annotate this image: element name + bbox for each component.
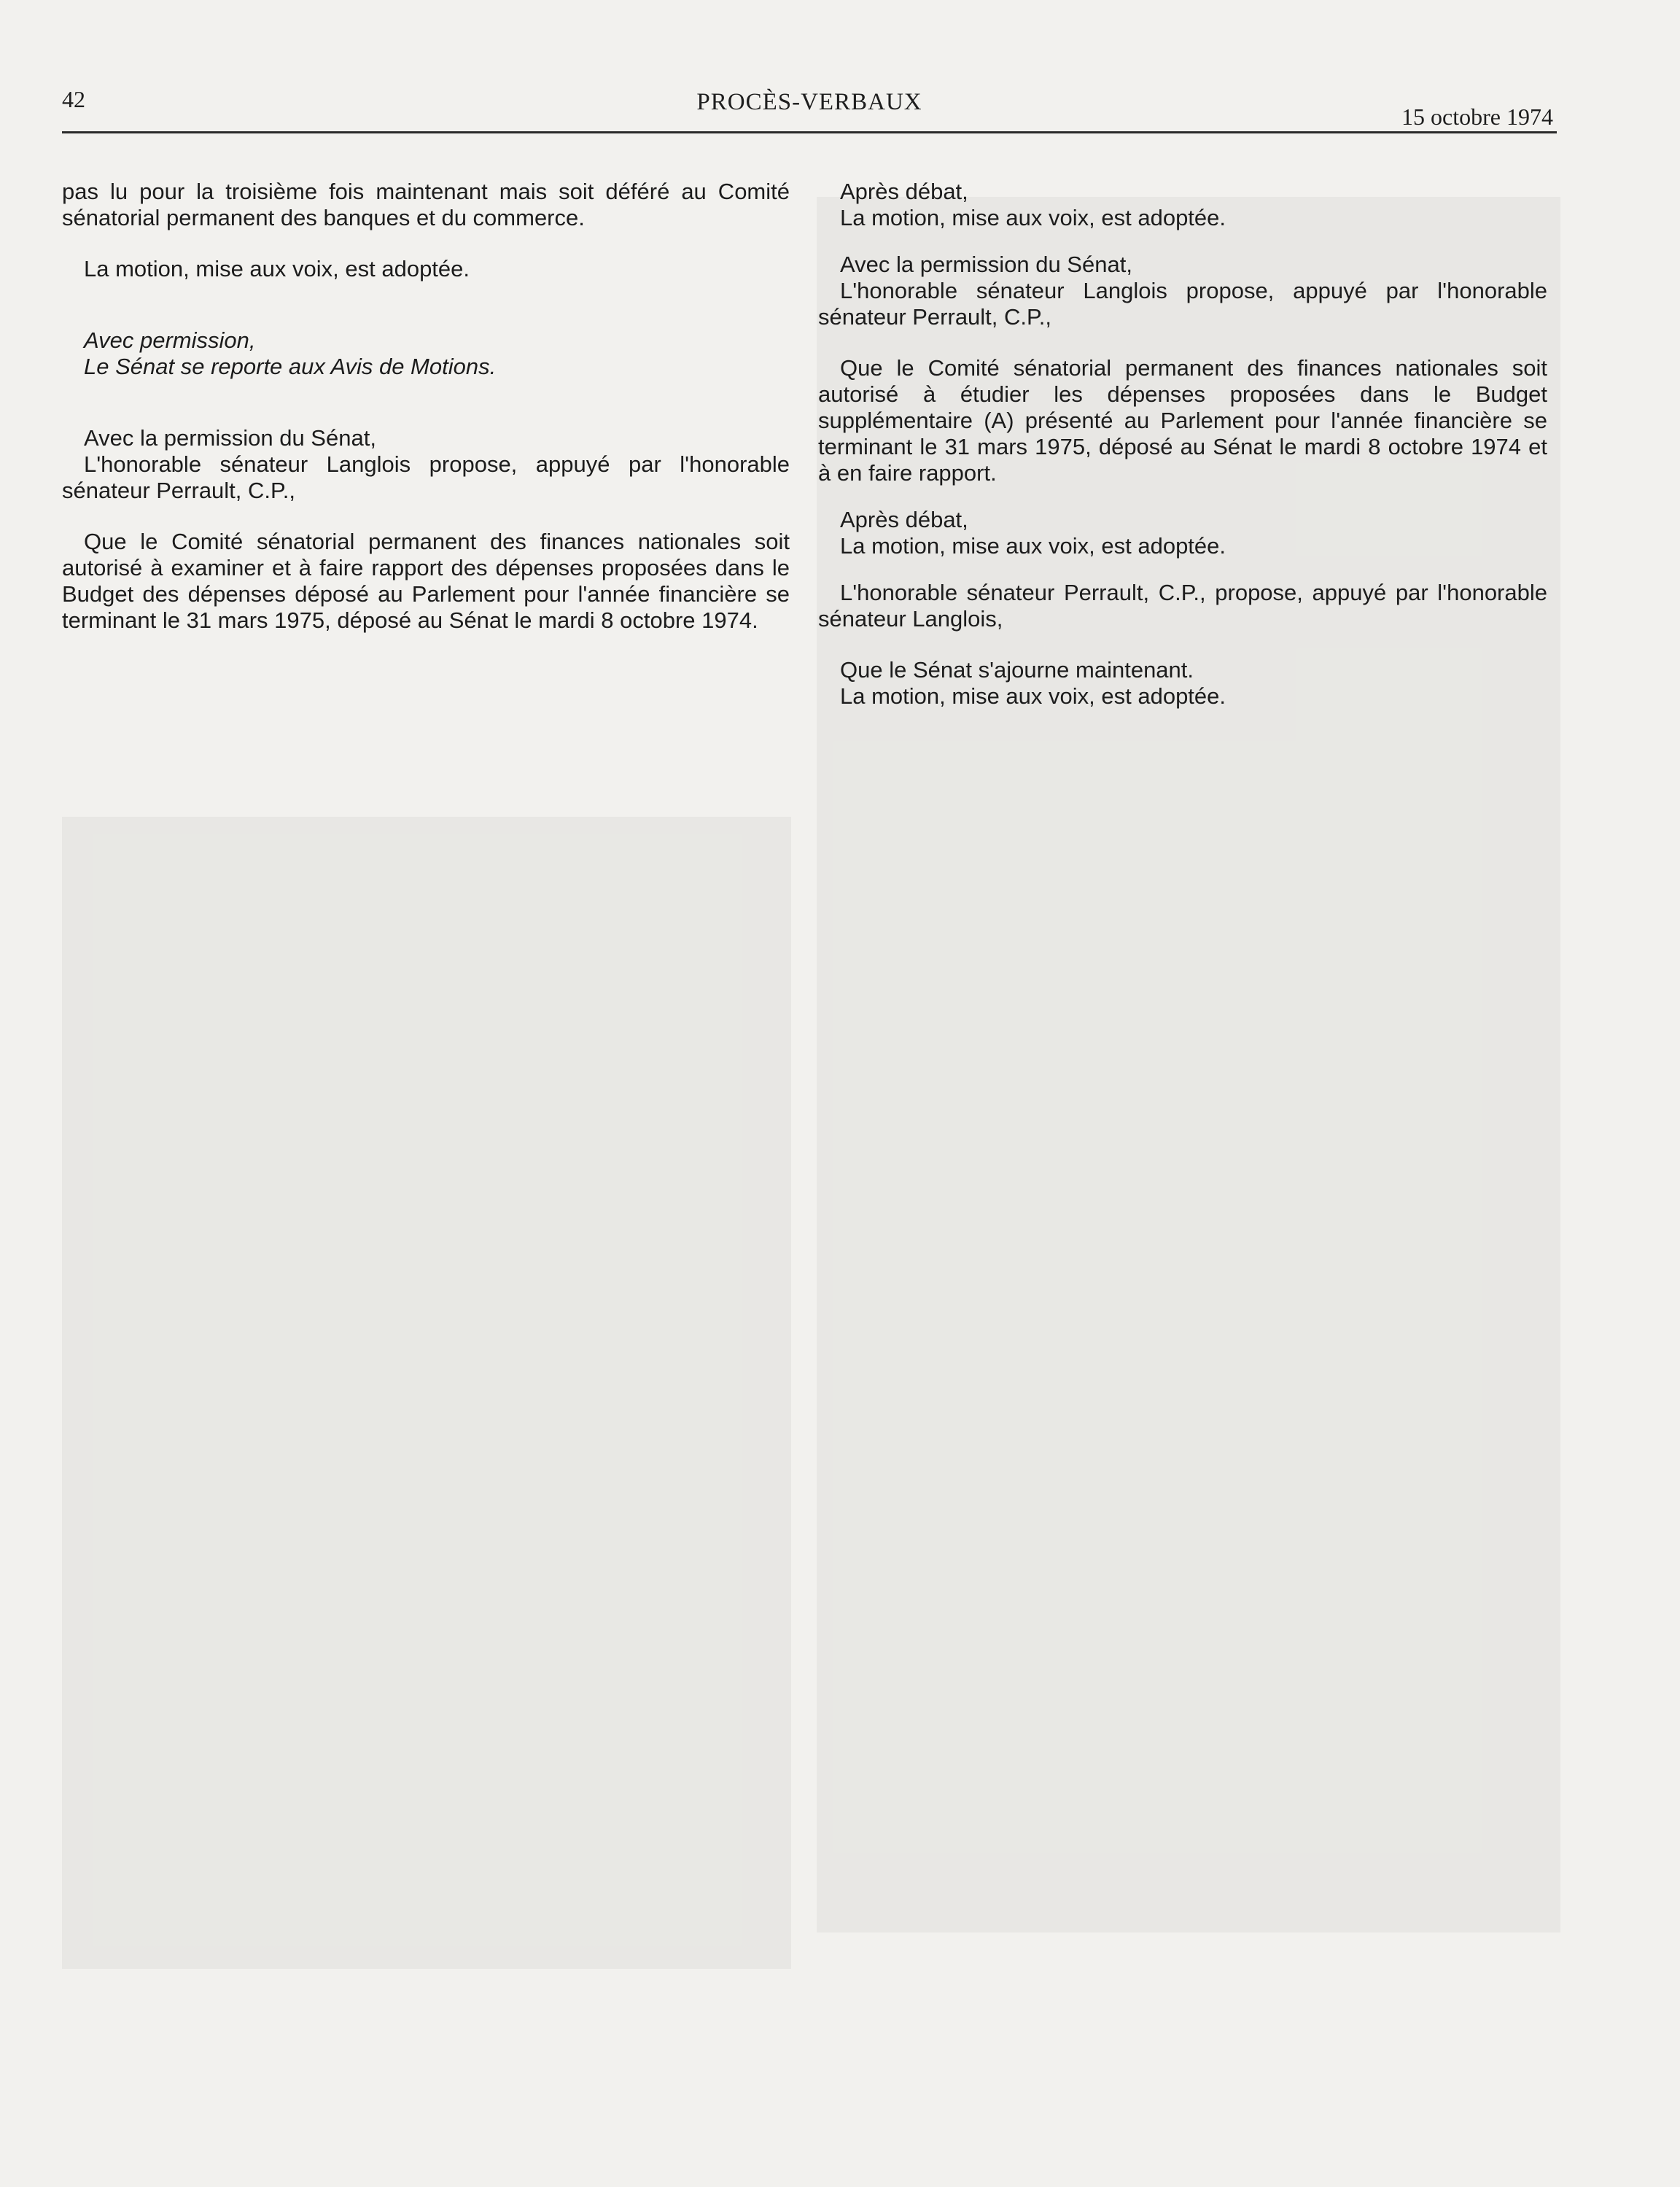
paragraph: Avec permission, [84,327,256,353]
paragraph: L'honorable sénateur Perrault, C.P., propose, appuyé par l'honorable sénateur Langlois, [818,580,1547,632]
paragraph: La motion, mise aux voix, est adoptée. [840,205,1226,230]
paragraph: La motion, mise aux voix, est adoptée. [840,533,1226,559]
paragraph: Que le Comité sénatorial permanent des finances nationales soit autorisé à examiner et à faire rapport des dépenses proposées dans le Budget des dépenses déposé au Parlement pour l'année financière se terminant le 31 mars 1975, déposé au Sénat le mardi 8 octobre 1974. [62,529,790,633]
paragraph: Avec la permission du Sénat, [840,252,1132,277]
paragraph: La motion, mise aux voix, est adoptée. [84,256,470,281]
paragraph: La motion, mise aux voix, est adoptée. [840,683,1226,709]
running-title: PROCÈS-VERBAUX [696,89,922,115]
header-date: 15 octobre 1974 [1401,104,1553,130]
paragraph: Avec la permission du Sénat, [84,425,376,451]
paragraph: L'honorable sénateur Langlois propose, appuyé par l'honorable sénateur Perrault, C.P., [818,278,1547,330]
paragraph: Que le Sénat s'ajourne maintenant. [840,657,1194,683]
bleed-left [62,817,791,1969]
header-rule [62,131,1557,133]
paragraph: Après débat, [840,507,968,532]
paragraph: Que le Comité sénatorial permanent des finances nationales soit autorisé à étudier les dépenses proposées dans le Budget supplémentaire (A) présenté au Parlement pour l'année financière se terminant le 31 mars 1975, déposé au Sénat le mardi 8 octobre 1974 et à en faire rapport. [818,355,1547,486]
right-column [818,179,1547,710]
paragraph: Après débat, [840,179,968,204]
paragraph: pas lu pour la troisième fois maintenant mais soit déféré au Comité sénatorial permanent des banques et du commerce. [62,179,790,230]
page-number: 42 [62,86,85,112]
paragraph: L'honorable sénateur Langlois propose, appuyé par l'honorable sénateur Perrault, C.P., [62,451,790,503]
paragraph: Le Sénat se reporte aux Avis de Motions. [84,354,497,379]
page-header [62,80,1557,135]
left-column [62,179,790,634]
